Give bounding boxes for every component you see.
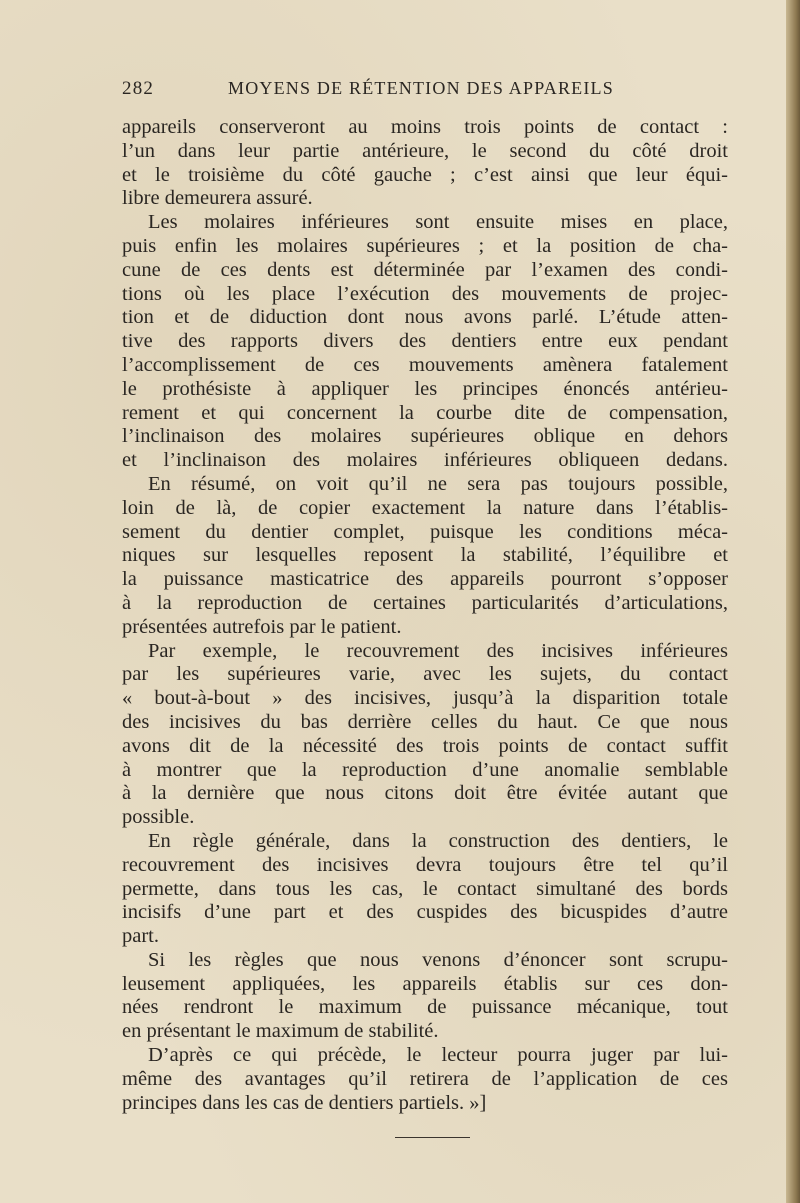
text-line: principes dans les cas de dentiers partiels. »]: [122, 1091, 487, 1114]
text-line: appareils conserveront au moins trois points de contact :: [122, 116, 728, 138]
text-line: cune de ces dents est déterminée par l’examen des condi-: [122, 258, 728, 281]
text-line: sement du dentier complet, puisque les conditions méca-: [122, 520, 728, 543]
text-line: Les molaires inférieures sont ensuite mises en place,: [148, 211, 728, 234]
running-header: [122, 78, 642, 106]
text-line: Si les règles que nous venons d’énoncer sont scrupu-: [148, 948, 728, 971]
text-line: l’un dans leur partie antérieure, le second du côté droit: [122, 139, 728, 162]
paragraph: [122, 211, 728, 473]
text-line: à la reproduction de certaines particularités d’articulations,: [122, 591, 728, 614]
text-line: à la dernière que nous citons doit être évitée autant que: [122, 782, 728, 805]
text-line: tions où les place l’exécution des mouvements de projec-: [122, 282, 728, 305]
paragraph: [122, 116, 728, 211]
page-edge: [786, 0, 800, 1203]
text-line: rement et qui concernent la courbe dite de compensation,: [122, 401, 728, 424]
text-line: D’après ce qui précède, le lecteur pourra juger par lui-: [148, 1044, 728, 1067]
text-line: En résumé, on voit qu’il ne sera pas toujours possible,: [148, 472, 728, 495]
text-line: libre demeurera assuré.: [122, 187, 313, 210]
text-line: recouvrement des incisives devra toujours être tel qu’il: [122, 853, 728, 876]
end-rule: [395, 1137, 470, 1138]
text-line: la puissance masticatrice des appareils pourront s’opposer: [122, 568, 728, 591]
text-line: niques sur lesquelles reposent la stabilité, l’équilibre et: [122, 544, 728, 567]
text-line: puis enfin les molaires supérieures ; et la position de cha-: [122, 234, 728, 257]
text-line: le prothésiste à appliquer les principes énoncés antérieu-: [122, 377, 728, 400]
page-number: 282: [122, 78, 155, 99]
text-line: leusement appliquées, les appareils établis sur ces don-: [122, 972, 728, 995]
text-line: et le troisième du côté gauche ; c’est ainsi que leur équi-: [122, 163, 728, 186]
text-line: En règle générale, dans la construction des dentiers, le: [148, 829, 728, 852]
text-line: nées rendront le maximum de puissance mécanique, tout: [122, 996, 728, 1019]
text-line: des incisives du bas derrière celles du haut. Ce que nous: [122, 710, 728, 733]
text-line: permette, dans tous les cas, le contact simultané des bords: [122, 877, 728, 900]
text-line: l’accomplissement de ces mouvements amènera fatalement: [122, 353, 728, 376]
paragraph: [122, 640, 728, 830]
text-line: « bout-à-bout » des incisives, jusqu’à la disparition totale: [122, 687, 728, 710]
paragraph: [122, 473, 728, 640]
text-line: loin de là, de copier exactement la nature dans l’établis-: [122, 496, 728, 519]
text-line: l’inclinaison des molaires supérieures oblique en dehors: [122, 425, 728, 448]
text-line: en présentant le maximum de stabilité.: [122, 1020, 439, 1043]
text-line: et l’inclinaison des molaires inférieures obliqueen dedans.: [122, 449, 728, 472]
text-line: par les supérieures varie, avec les sujets, du contact: [122, 663, 728, 686]
paragraph: [122, 949, 728, 1044]
text-line: Par exemple, le recouvrement des incisives inférieures: [148, 639, 728, 662]
text-line: avons dit de la nécessité des trois points de contact suffit: [122, 734, 728, 757]
body-text: [122, 116, 728, 1115]
text-line: possible.: [122, 806, 195, 829]
text-line: présentées autrefois par le patient.: [122, 615, 402, 638]
text-line: tive des rapports divers des dentiers entre eux pendant: [122, 330, 728, 353]
text-line: même des avantages qu’il retirera de l’application de ces: [122, 1067, 728, 1090]
text-line: tion et de diduction dont nous avons parlé. L’étude atten-: [122, 306, 728, 329]
text-line: à montrer que la reproduction d’une anomalie semblable: [122, 758, 728, 781]
text-line: part.: [122, 925, 159, 948]
text-line: incisifs d’une part et des cuspides des bicuspides d’autre: [122, 901, 728, 924]
running-title: MOYENS DE RÉTENTION DES APPAREILS: [228, 78, 614, 98]
paragraph: [122, 1044, 728, 1115]
paragraph: [122, 830, 728, 949]
